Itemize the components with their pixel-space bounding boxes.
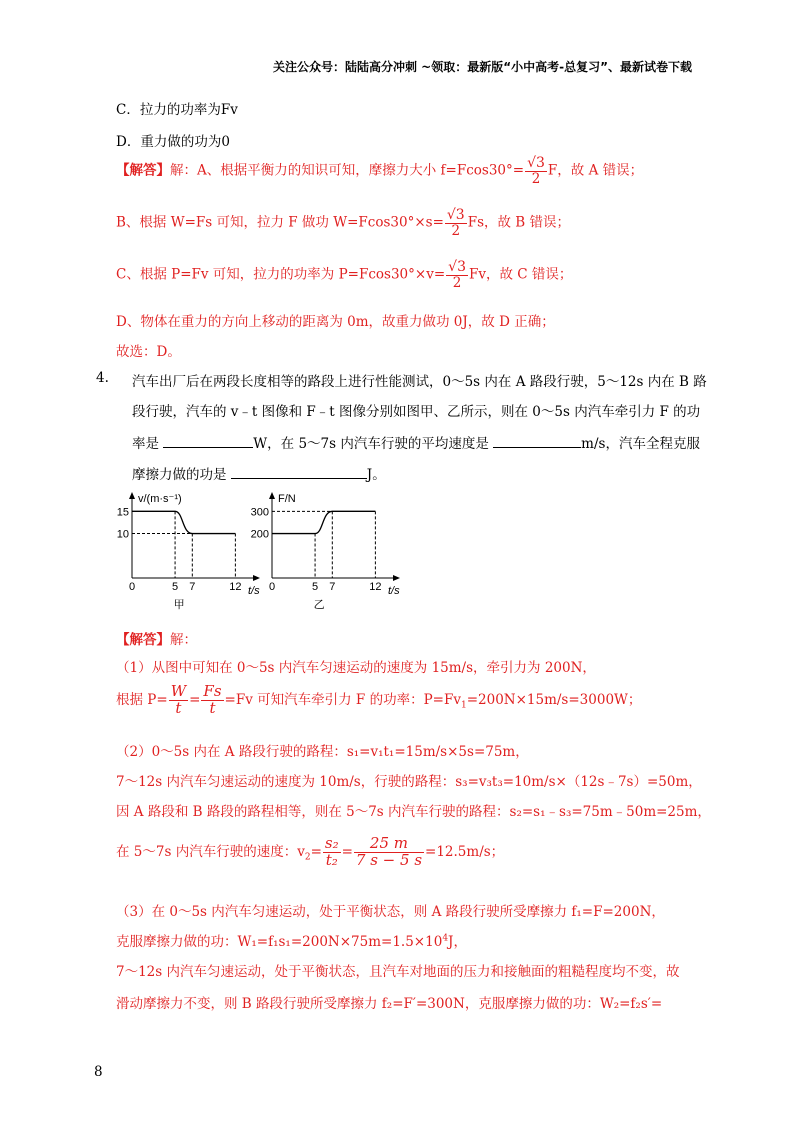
q4-answer-p3: （2）0～5s 内在 A 路段行驶的路程：s₁=v₁t₁=15m/s×5s=75m，: [116, 744, 529, 760]
q4-line-2: 段行驶，汽车的 v﹣t 图像和 F﹣t 图像分别如图甲、乙所示，则在 0～5s 内汽车牵引力 F 的功: [132, 404, 701, 420]
q4-answer-p1: （1）从图中可知在 0～5s 内汽车匀速运动的速度为 15m/s，牵引力为 200N，: [116, 660, 596, 676]
q3-answer-line-5: 故选：D。: [116, 344, 181, 360]
page-number: 8: [94, 1064, 103, 1080]
y-axis-arrow: [129, 492, 135, 499]
page-header: 关注公众号：陆陆高分冲刺 ~领取：最新版“小中高考-总复习”、最新试卷下载: [273, 60, 692, 74]
x-tick-label: 7: [329, 581, 336, 593]
answer-label: 【解答】: [116, 162, 170, 179]
q4-line-4: 摩擦力做的功是 J。: [132, 467, 386, 483]
fraction-w-over-t: $\frac{W}{t}$: [170, 682, 187, 717]
chart-caption: 乙: [313, 599, 325, 611]
x-axis-label: t/s: [248, 585, 260, 597]
fraction-sqrt3-over-2: $\frac{√3}{2}$: [527, 155, 545, 187]
q3-answer-line-4: D、物体在重力的方向上移动的距离为 0m，故重力做功 0J，故 D 正确；: [116, 314, 555, 330]
y-tick-label: 10: [116, 528, 129, 541]
answer-blank-3[interactable]: [231, 466, 367, 479]
chart-f-t: [248, 490, 416, 612]
x-tick-label: 12: [229, 581, 242, 593]
q4-answer-p2: 根据 P= $\frac{W}{t}$ = $\frac{Fs}{t}$ =Fv 可知汽车牵引力 F 的功率：$P=Fv_1=200N\times 15m/s=3000W$；: [116, 682, 642, 717]
q4-line-1: 汽车出厂后在两段长度相等的路段上进行性能测试，0～5s 内在 A 路段行驶，5～12s 内在 B 路: [132, 374, 707, 390]
fraction-s2-over-t2: $\frac{\text{s₂}}{\text{t₂}}$: [324, 834, 339, 869]
y-tick-label: 300: [250, 506, 269, 519]
option-c: C．拉力的功率为Fv: [116, 102, 238, 118]
y-axis-arrow: [269, 492, 275, 499]
answer-blank-2[interactable]: [493, 435, 581, 448]
x-tick-label: 7: [189, 581, 196, 593]
q4-answer-p9: 7～12s 内汽车匀速运动，处于平衡状态，且汽车对地面的压力和接触面的粗糙程度均不变，故: [116, 964, 680, 980]
q3-answer-line-3: C、根据 P=Fv 可知，拉力的功率为 P=Fcos30°×v= $\frac{√3}{2}$ Fv，故 C 错误；: [116, 259, 573, 291]
fraction-sqrt3-over-2: $\frac{√3}{2}$: [446, 207, 465, 239]
q4-answer-p7: （3）在 0～5s 内汽车匀速运动，处于平衡状态，则 A 路段行驶所受摩擦力 f₁=F=200N，: [116, 904, 665, 920]
data-curve: [132, 511, 235, 533]
data-curve: [272, 511, 375, 533]
fraction-25m-over-2s: $\frac{25 m}{7 s - 5 s}$: [355, 834, 423, 869]
x-tick-label: 5: [172, 581, 179, 593]
x-tick-label: 0: [268, 581, 276, 593]
q4-line-3: 率是 W，在 5～7s 内汽车行驶的平均速度是 m/s，汽车全程克服: [132, 436, 700, 452]
fraction-sqrt3-over-2: $\frac{√3}{2}$: [448, 259, 466, 291]
y-axis-label: F/N: [278, 493, 296, 505]
y-tick-label: 15: [116, 506, 129, 519]
option-d: D．重力做的功为0: [116, 134, 230, 150]
q4-answer-p10: 滑动摩擦力不变，则 B 路段行驶所受摩擦力 f₂=F′=300N，克服摩擦力做的功：W₂=f₂s′=: [116, 996, 663, 1012]
x-tick-label: 0: [128, 581, 136, 593]
x-tick-label: 5: [312, 581, 319, 593]
y-axis-label: v/(m·s⁻¹): [138, 493, 182, 505]
q4-answer-heading: 【解答】解：: [116, 632, 197, 648]
q4-answer-p8: 克服摩擦力做的功：$W_1=f_1s_1=200N\times 75m=1.5\times 10^4J$，: [116, 933, 467, 950]
q3-answer-line-2: B、根据 W=Fs 可知，拉力 F 做功 W=Fcos30°×s= $\frac{√3}{2}$ Fs，故 B 错误；: [116, 207, 571, 239]
answer-blank-1[interactable]: [163, 435, 253, 448]
x-axis-arrow: [393, 575, 400, 581]
chart-caption: 甲: [173, 599, 185, 611]
x-axis-label: t/s: [388, 585, 400, 597]
y-tick-label: 200: [250, 528, 269, 541]
fraction-fs-over-t: $\frac{Fs}{t}$: [203, 682, 222, 717]
q4-answer-p5: 因 A 路段和 B 路段的路程相等，则在 5～7s 内汽车行驶的路程：s₂=s₁﹣s₃=75m﹣50m=25m，: [116, 804, 711, 820]
q3-answer-line-1: 【解答】解：A、根据平衡力的知识可知，摩擦力大小 f=Fcos30°= $\frac{√3}{2}$ F，故 A 错误；: [116, 155, 644, 187]
q4-answer-p4: 7～12s 内汽车匀速运动的速度为 10m/s，行驶的路程：s₃=v₃t₃=10m/s×（12s﹣7s）=50m，: [116, 774, 702, 790]
question-number: 4.: [96, 370, 109, 386]
x-tick-label: 12: [369, 581, 382, 593]
q4-answer-p6: 在 5～7s 内汽车行驶的速度：$v_2=$ $\frac{\text{s₂}}{\text{t₂}}$ = $\frac{25 m}{7 s - 5 s}$ =12.5m/s；: [116, 834, 505, 869]
